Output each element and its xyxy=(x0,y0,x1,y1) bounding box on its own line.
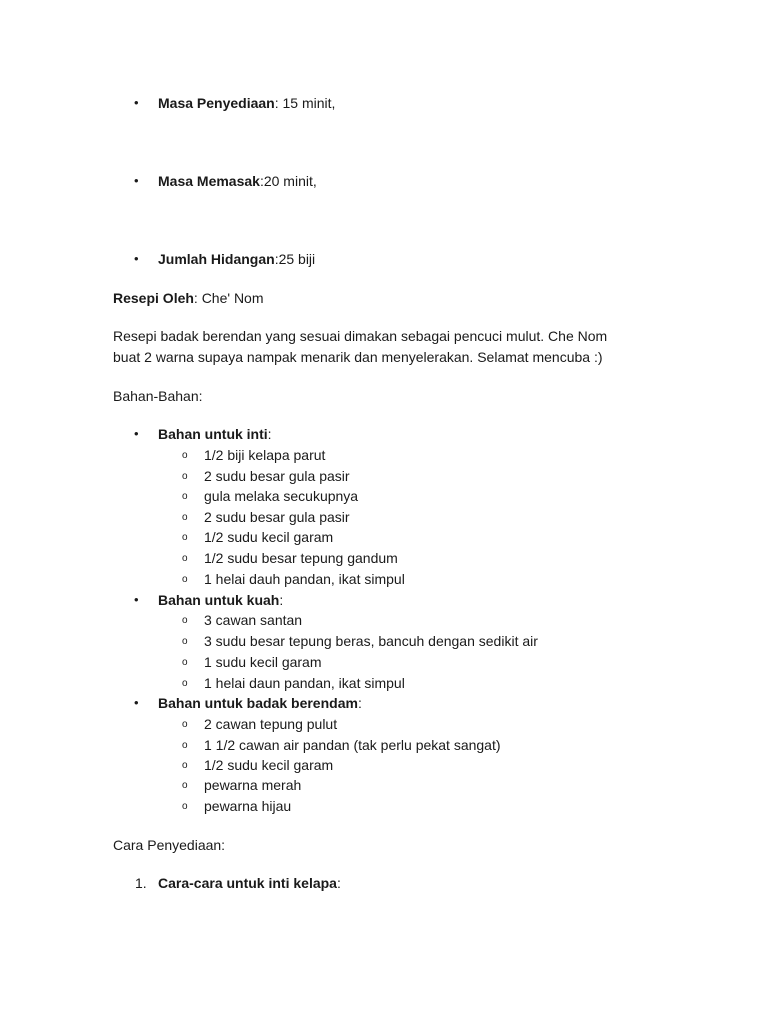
method-heading: Cara Penyediaan: xyxy=(113,837,226,853)
recipe-author-label: Resepi Oleh xyxy=(113,290,194,306)
list-item: o 1 helai daun pandan, ikat simpul xyxy=(204,673,405,693)
step-number: 1. xyxy=(135,875,147,891)
list-item: o 3 sudu besar tepung beras, bancuh dengan sedikit air xyxy=(204,631,538,651)
step-colon: : xyxy=(336,875,341,891)
serving-count-value: :25 biji xyxy=(274,251,316,267)
group-heading-label: Bahan untuk kuah xyxy=(158,592,280,608)
list-item: o 3 cawan santan xyxy=(204,610,302,630)
list-item: o 1 sudu kecil garam xyxy=(204,652,322,672)
list-item: o 1 1/2 cawan air pandan (tak perlu pekat sangat) xyxy=(204,735,501,755)
group-heading-inti xyxy=(158,424,272,444)
intro-line-1: Resepi badak berendan yang sesuai dimakan sebagai pencuci mulut. Che Nom xyxy=(113,328,608,344)
step-item xyxy=(135,873,341,893)
group-heading-label: Bahan untuk badak berendam xyxy=(158,695,358,711)
group-heading-colon: : xyxy=(267,426,272,442)
group-heading-label: Bahan untuk inti xyxy=(158,426,268,442)
list-item: o 1/2 sudu kecil garam xyxy=(204,755,333,775)
list-item: o gula melaka secukupnya xyxy=(204,486,358,506)
group-heading-colon: : xyxy=(357,695,362,711)
list-item: o 2 cawan tepung pulut xyxy=(204,714,337,734)
prep-time-label: Masa Penyediaan xyxy=(158,95,275,111)
list-item: o pewarna merah xyxy=(204,775,301,795)
prep-time-value: : 15 minit, xyxy=(274,95,336,111)
group-heading-badak-berendam xyxy=(158,693,362,713)
ingredients-heading: Bahan-Bahan: xyxy=(113,388,203,404)
cook-time xyxy=(158,171,317,191)
list-item: o 2 sudu besar gula pasir xyxy=(204,466,350,486)
prep-time xyxy=(158,93,335,113)
recipe-author xyxy=(113,288,264,308)
serving-count-label: Jumlah Hidangan xyxy=(158,251,275,267)
list-item: o pewarna hijau xyxy=(204,796,291,816)
list-item: o 1/2 sudu besar tepung gandum xyxy=(204,548,398,568)
group-heading-colon: : xyxy=(279,592,284,608)
list-item: o 1 helai dauh pandan, ikat simpul xyxy=(204,569,405,589)
cook-time-value: :20 minit, xyxy=(259,173,317,189)
list-item: o 2 sudu besar gula pasir xyxy=(204,507,350,527)
list-item: o 1/2 sudu kecil garam xyxy=(204,527,333,547)
group-heading-kuah xyxy=(158,590,283,610)
list-item: o 1/2 biji kelapa parut xyxy=(204,445,325,465)
serving-count xyxy=(158,249,315,269)
cook-time-label: Masa Memasak xyxy=(158,173,260,189)
recipe-author-value: : Che' Nom xyxy=(193,290,264,306)
step-label: Cara-cara untuk inti kelapa xyxy=(158,875,337,891)
intro-line-2: buat 2 warna supaya nampak menarik dan menyelerakan. Selamat mencuba :) xyxy=(113,349,603,365)
